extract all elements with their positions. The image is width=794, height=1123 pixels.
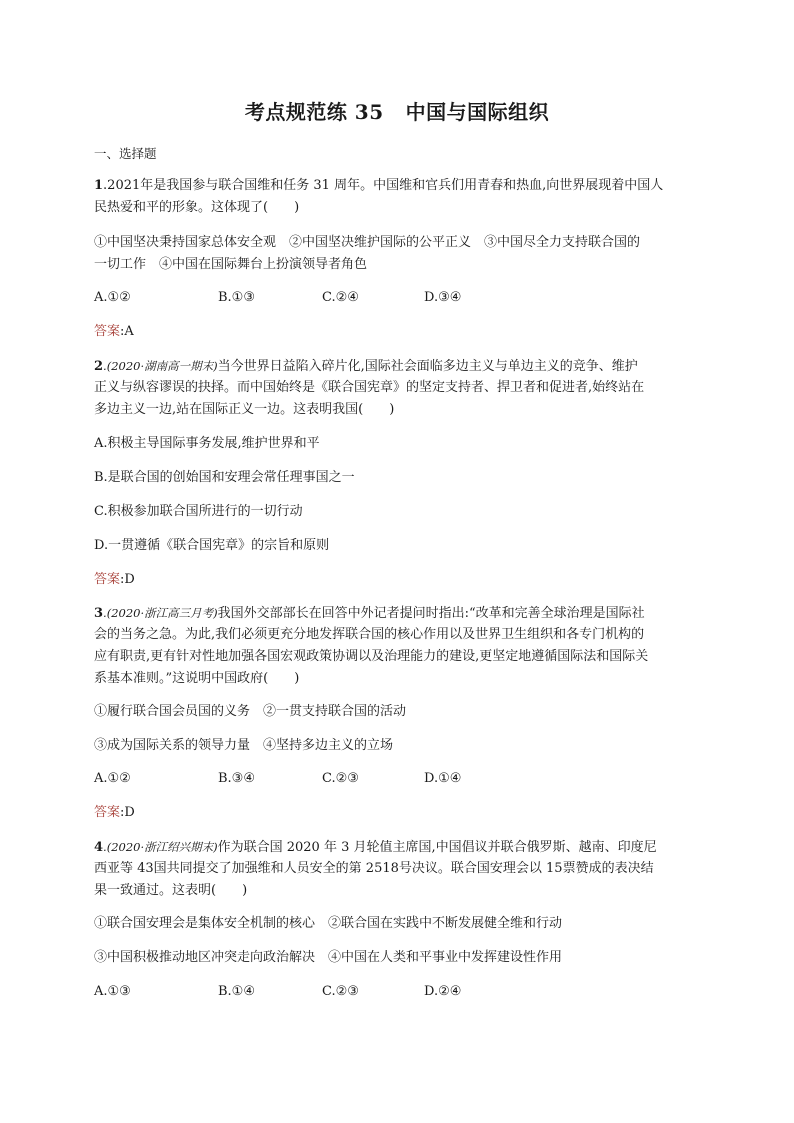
question-1-statement-1: ①中国坚决秉持国家总体安全观 ②中国坚决维护国际的公平正义 ③中国尽全力支持联合国的 — [94, 235, 641, 250]
question-1-line-2: 民热爱和平的形象。这体现了( ) — [94, 200, 300, 215]
title-main: 考点规范练 35 — [244, 100, 384, 124]
section-heading: 一、选择题 — [94, 146, 157, 161]
question-number: 1 — [94, 178, 104, 193]
title-sub: 中国与国际组织 — [405, 100, 550, 124]
question-1-line-1 — [94, 176, 663, 196]
question-3-statement-2: ③成为国际关系的领导力量 ④坚持多边主义的立场 — [94, 738, 394, 753]
question-text: .2021年是我国参与联合国维和任务 31 周年。中国维和官兵们用青春和热血,向世界展现着中国人 — [103, 178, 664, 193]
question-text: 作为联合国 2020 年 3 月轮值主席国,中国倡议并联合俄罗斯、越南、印度尼 — [217, 840, 657, 855]
question-1-option-d[interactable]: D.③④ — [424, 290, 462, 305]
answer-label: 答案 — [94, 572, 121, 587]
question-2-answer — [94, 570, 135, 590]
question-2-line-2: 正义与纵容谬误的抉择。而中国始终是《联合国宪章》的坚定支持者、捍卫者和促进者,始终站在 — [94, 380, 645, 395]
question-3-option-a[interactable]: A.①② — [94, 771, 131, 786]
question-2-line-1 — [94, 356, 638, 377]
answer-label: 答案 — [94, 805, 121, 820]
question-3-line-1 — [94, 603, 645, 624]
question-4-statement-1: ①联合国安理会是集体安全机制的核心 ②联合国在实践中不断发展健全维和行动 — [94, 916, 563, 931]
question-3-option-b[interactable]: B.③④ — [218, 771, 255, 786]
question-3-line-3: 应有职责,更有针对性地加强各国宏观政策协调以及治理能力的建设,更坚定地遵循国际法和国际关 — [94, 649, 649, 664]
question-2-choice-a[interactable]: A.积极主导国际事务发展,维护世界和平 — [94, 436, 320, 451]
question-2-choice-b[interactable]: B.是联合国的创始国和安理会常任理事国之一 — [94, 470, 355, 485]
question-4-line-1 — [94, 837, 657, 858]
question-4-option-d[interactable]: D.②④ — [424, 984, 462, 999]
question-source: .(2020·浙江高三月考) — [103, 606, 218, 620]
question-2-choice-d[interactable]: D.一贯遵循《联合国宪章》的宗旨和原则 — [94, 538, 330, 553]
question-1-option-a[interactable]: A.①② — [94, 290, 131, 305]
question-3-line-4: 系基本准则。”这说明中国政府( ) — [94, 671, 300, 686]
question-4-line-3: 果一致通过。这表明( ) — [94, 883, 248, 898]
question-text: 我国外交部部长在回答中外记者提问时指出:“改革和完善全球治理是国际社 — [217, 606, 645, 621]
question-text: 当今世界日益陷入碎片化,国际社会面临多边主义与单边主义的竞争、维护 — [217, 359, 638, 374]
question-4-option-c[interactable]: C.②③ — [322, 984, 359, 999]
question-1-statement-2: 一切工作 ④中国在国际舞台上扮演领导者角色 — [94, 257, 368, 272]
question-3-option-d[interactable]: D.①④ — [424, 771, 462, 786]
answer-label: 答案 — [94, 324, 121, 339]
answer-value: :D — [120, 805, 135, 820]
answer-value: :A — [120, 324, 134, 339]
page-title — [0, 96, 794, 125]
question-number: 4 — [94, 840, 104, 855]
question-1-answer — [94, 322, 134, 342]
question-2-choice-c[interactable]: C.积极参加联合国所进行的一切行动 — [94, 504, 303, 519]
question-source: .(2020·浙江绍兴期末) — [103, 840, 218, 854]
question-1-option-b[interactable]: B.①③ — [218, 290, 255, 305]
question-number: 3 — [94, 606, 104, 621]
question-3-statement-1: ①履行联合国会员国的义务 ②一贯支持联合国的活动 — [94, 704, 407, 719]
question-4-option-b[interactable]: B.①④ — [218, 984, 255, 999]
question-1-option-c[interactable]: C.②④ — [322, 290, 359, 305]
question-3-answer — [94, 803, 135, 823]
question-3-line-2: 会的当务之急。为此,我们必须更充分地发挥联合国的核心作用以及世界卫生组织和各专门机构的 — [94, 627, 645, 642]
answer-value: :D — [120, 572, 135, 587]
question-3-option-c[interactable]: C.②③ — [322, 771, 359, 786]
question-4-line-2: 西亚等 43国共同提交了加强维和人员安全的第 2518号决议。联合国安理会以 15票赞成的表决结 — [94, 861, 654, 876]
question-2-line-3: 多边主义一边,站在国际正义一边。这表明我国( ) — [94, 402, 395, 417]
question-4-statement-2: ③中国积极推动地区冲突走向政治解决 ④中国在人类和平事业中发挥建设性作用 — [94, 950, 563, 965]
question-4-option-a[interactable]: A.①③ — [94, 984, 131, 999]
question-source: .(2020·湖南高一期末) — [103, 359, 218, 373]
question-number: 2 — [94, 359, 104, 374]
